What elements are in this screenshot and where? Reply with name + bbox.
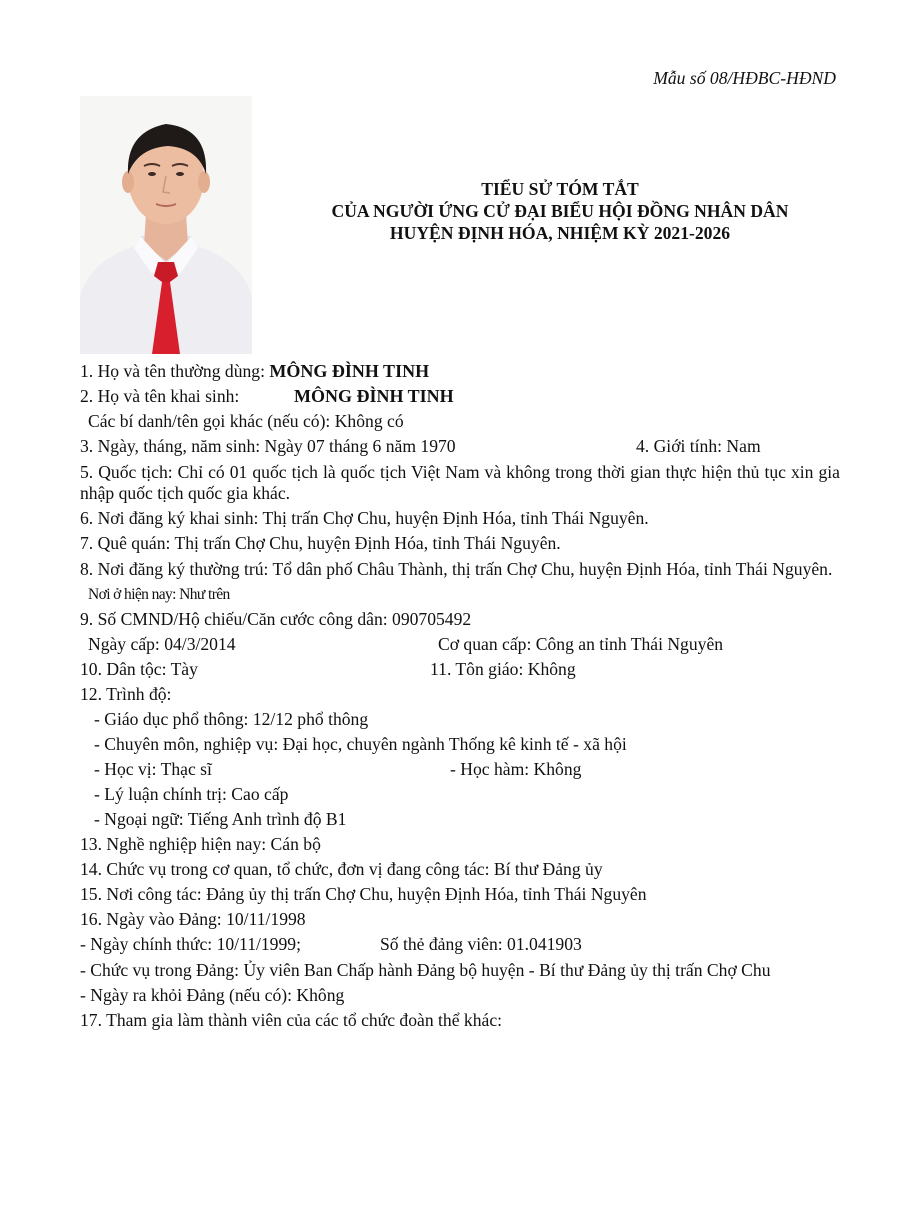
field-foreign-language: - Ngoại ngữ: Tiếng Anh trình độ B1 <box>94 809 347 829</box>
title-line-2: CỦA NGƯỜI ỨNG CỬ ĐẠI BIỂU HỘI ĐỒNG NHÂN DÂN <box>331 201 789 221</box>
field-permanent-residence: 8. Nơi đăng ký thường trú: Tổ dân phố Châu Thành, thị trấn Chợ Chu, huyện Định Hóa, tỉnh Thái Nguyên. <box>80 559 833 579</box>
field-label: 1. Họ và tên thường dùng: <box>80 361 270 381</box>
common-name-value: MÔNG ĐÌNH TINH <box>269 361 430 381</box>
field-political-theory: - Lý luận chính trị: Cao cấp <box>94 784 289 804</box>
title-line-1: TIỂU SỬ TÓM TẮT <box>481 179 639 199</box>
field-occupation: 13. Nghề nghiệp hiện nay: Cán bộ <box>80 834 321 854</box>
field-id-issue-row <box>80 633 840 658</box>
document-title <box>280 178 840 244</box>
field-nationality: 5. Quốc tịch: Chỉ có 01 quốc tịch là quốc tịch Việt Nam và không trong thời gian thực hiện thủ tục xin gia nhập quốc tịch quốc gia khác. <box>80 462 840 503</box>
biography-content <box>80 360 840 1034</box>
field-professional-education: - Chuyên môn, nghiệp vụ: Đại học, chuyên ngành Thống kê kinh tế - xã hội <box>94 734 627 754</box>
field-id-number: 9. Số CMND/Hộ chiếu/Căn cước công dân: 090705492 <box>80 609 472 629</box>
form-code: Mẫu số 08/HĐBC-HĐND <box>653 68 836 88</box>
field-ethnicity-religion-row <box>80 658 840 683</box>
field-gender: 4. Giới tính: Nam <box>636 436 761 456</box>
field-party-leave: - Ngày ra khỏi Đảng (nếu có): Không <box>80 985 345 1005</box>
field-issue-date: Ngày cấp: 04/3/2014 <box>88 634 236 654</box>
field-common-name <box>80 360 840 385</box>
field-degree-row <box>80 758 840 783</box>
field-position: 14. Chức vụ trong cơ quan, tổ chức, đơn vị đang công tác: Bí thư Đảng ủy <box>80 859 603 879</box>
title-line-3: HUYỆN ĐỊNH HÓA, NHIỆM KỲ 2021-2026 <box>389 223 731 243</box>
field-general-education: - Giáo dục phổ thông: 12/12 phổ thông <box>94 709 369 729</box>
field-party-official-row <box>80 933 840 958</box>
field-issuer: Cơ quan cấp: Công an tỉnh Thái Nguyên <box>438 634 724 654</box>
field-party-position: - Chức vụ trong Đảng: Ủy viên Ban Chấp hành Đảng bộ huyện - Bí thư Đảng ủy thị trấn Chợ Chu <box>80 960 771 980</box>
field-organizations: 17. Tham gia làm thành viên của các tổ chức đoàn thể khác: <box>80 1010 503 1030</box>
field-hometown: 7. Quê quán: Thị trấn Chợ Chu, huyện Định Hóa, tỉnh Thái Nguyên. <box>80 533 561 553</box>
field-party-join-date: 16. Ngày vào Đảng: 10/11/1998 <box>80 909 306 929</box>
field-alias: Các bí danh/tên gọi khác (nếu có): Không có <box>88 411 404 431</box>
field-birth-date-row <box>80 435 840 460</box>
candidate-photo <box>80 96 252 354</box>
field-birth-registration: 6. Nơi đăng ký khai sinh: Thị trấn Chợ Chu, huyện Định Hóa, tỉnh Thái Nguyên. <box>80 508 649 528</box>
birth-name-value: MÔNG ĐÌNH TINH <box>294 386 454 406</box>
field-ethnicity: 10. Dân tộc: Tày <box>80 659 198 679</box>
field-official-date: - Ngày chính thức: 10/11/1999; <box>80 934 301 954</box>
field-religion: 11. Tôn giáo: Không <box>430 659 576 679</box>
field-birth-date: 3. Ngày, tháng, năm sinh: Ngày 07 tháng 6 năm 1970 <box>80 436 456 456</box>
field-label: 2. Họ và tên khai sinh: <box>80 386 240 406</box>
field-degree: - Học vị: Thạc sĩ <box>94 759 212 779</box>
portrait-image <box>80 96 252 354</box>
field-academic-title: - Học hàm: Không <box>450 759 582 779</box>
field-party-card: Số thẻ đảng viên: 01.041903 <box>380 934 582 954</box>
field-workplace: 15. Nơi công tác: Đảng ủy thị trấn Chợ Chu, huyện Định Hóa, tỉnh Thái Nguyên <box>80 884 647 904</box>
field-qualifications: 12. Trình độ: <box>80 684 172 704</box>
field-current-residence: Nơi ở hiện nay: Như trên <box>88 586 230 603</box>
field-birth-name <box>80 385 840 410</box>
